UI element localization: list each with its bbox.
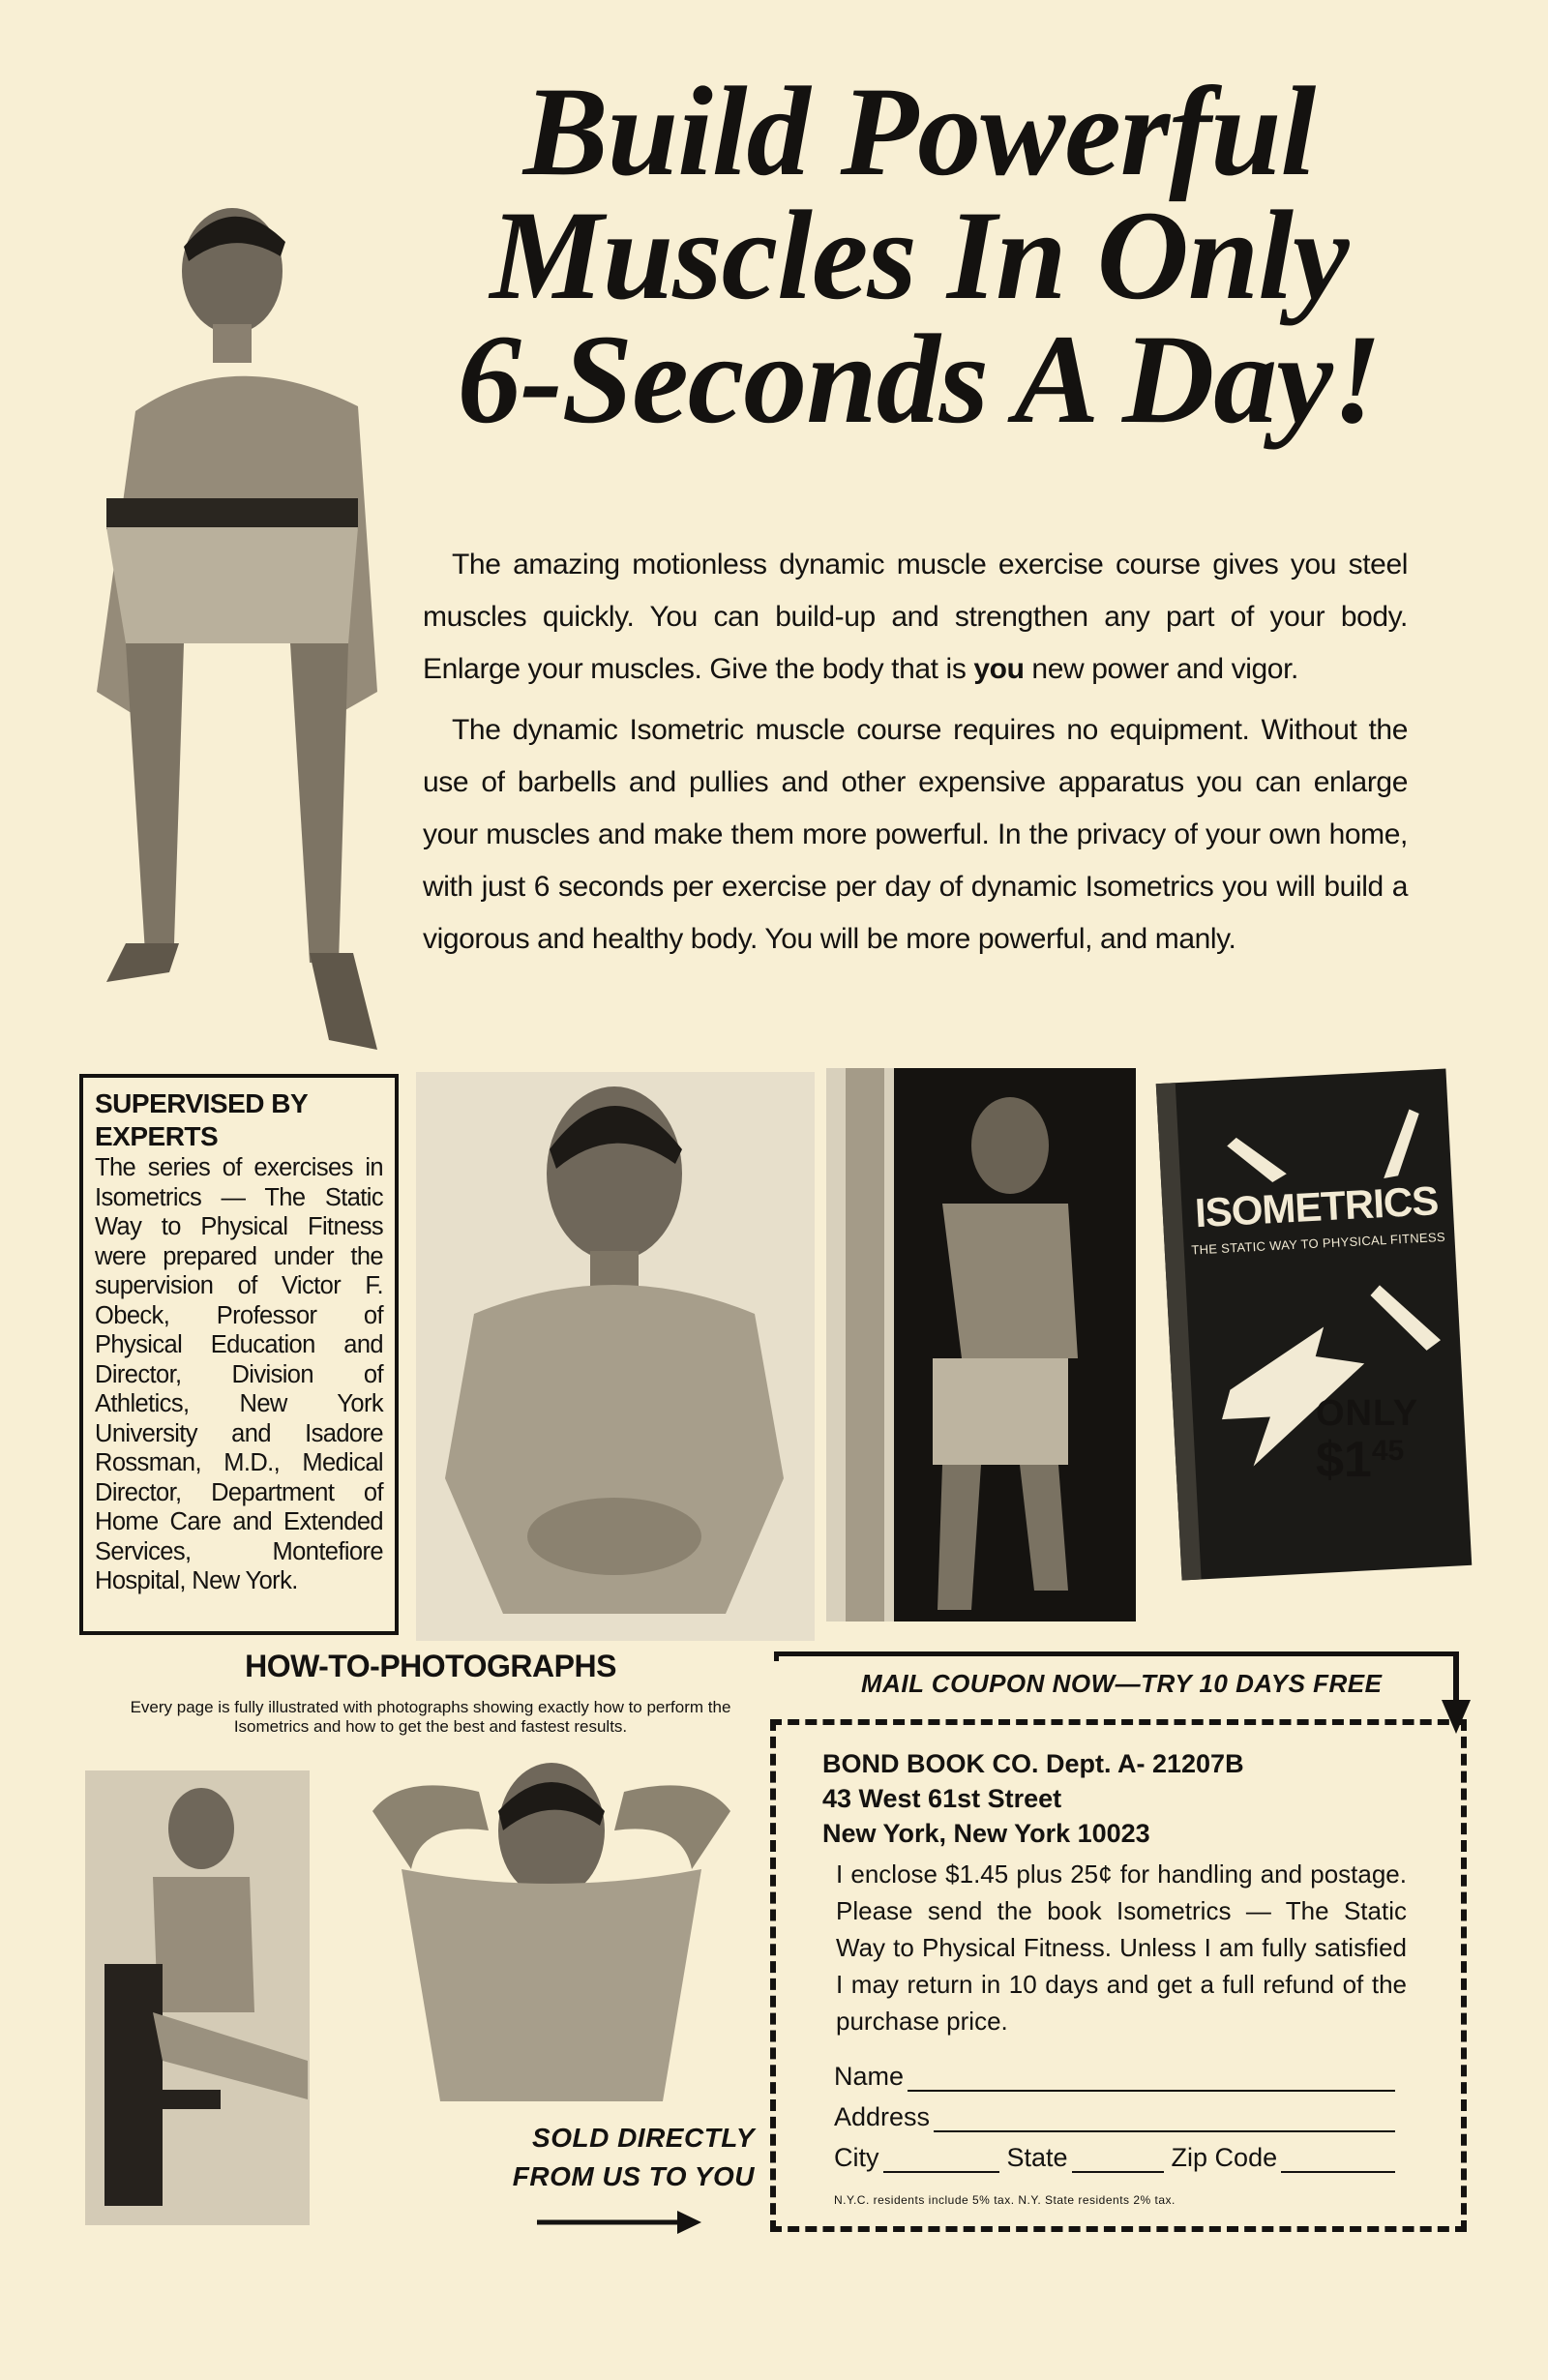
price-only: ONLY <box>1316 1393 1419 1434</box>
city-state-zip-field[interactable] <box>834 2143 1395 2173</box>
sold-directly-text <box>484 2119 755 2196</box>
headline-line: Build Powerful <box>522 60 1316 202</box>
sold-line: SOLD DIRECTLY <box>532 2123 755 2153</box>
city-label: City <box>834 2143 879 2172</box>
company-name: BOND BOOK CO. Dept. A- 21207B <box>822 1749 1244 1778</box>
howto-text: Every page is fully illustrated with photographs showing exactly how to perform the Isometrics and how to get the best and fastest results. <box>130 1698 731 1736</box>
order-coupon <box>770 1719 1467 2232</box>
doorway-figure <box>826 1068 1136 1621</box>
book-title: ISOMETRICS <box>1193 1177 1440 1236</box>
photo-seated <box>85 1770 310 2225</box>
address-label: Address <box>834 2102 931 2131</box>
company-street: 43 West 61st Street <box>822 1784 1062 1813</box>
company-address <box>822 1746 1244 1851</box>
city-line[interactable] <box>883 2150 999 2173</box>
arrow-icons <box>1176 1069 1473 1580</box>
price-tag <box>1316 1393 1418 1489</box>
book-subtitle: THE STATIC WAY TO PHYSICAL FITNESS <box>1191 1229 1446 1258</box>
intro-paragraph <box>423 539 1408 696</box>
intro-text: new power and vigor. <box>1024 653 1298 685</box>
headline <box>377 60 1461 450</box>
sold-line: FROM US TO YOU <box>512 2161 755 2191</box>
price-dollars: $1 <box>1316 1432 1372 1488</box>
photo-doorway <box>826 1068 1136 1621</box>
name-line[interactable] <box>908 2068 1395 2092</box>
state-line[interactable] <box>1072 2150 1164 2173</box>
name-field[interactable] <box>834 2062 1395 2092</box>
man-bending-figure <box>68 189 397 1050</box>
intro-emphasis: you <box>973 653 1025 685</box>
price-cents: 45 <box>1371 1435 1405 1467</box>
address-field[interactable] <box>834 2102 1395 2132</box>
name-label: Name <box>834 2062 905 2091</box>
experts-box <box>79 1074 399 1635</box>
seated-figure <box>85 1770 310 2225</box>
zip-line[interactable] <box>1281 2150 1395 2173</box>
coupon-header-label: MAIL COUPON NOW—TRY 10 DAYS FREE <box>861 1669 1383 1698</box>
experts-text: The series of exercises in Isometrics — The Static Way to Physical Fitness were prepared under the supervision of Victor F. Obeck, Professor of Physical Education and Director, Division of Athletics, New York University and Isadore Rossman, M.D., Medical Director, Department of Home Care and Extended Services, Montefiore Hospital, New York. <box>95 1154 383 1594</box>
experts-title: SUPERVISED BY EXPERTS <box>95 1088 308 1151</box>
intro-text: The amazing motionless dynamic muscle exercise course gives you steel muscles quickly. You can build-up and strengthen any part of your body. Enlarge your muscles. Give the body that is <box>423 549 1408 685</box>
howto-title: HOW-TO-PHOTOGRAPHS <box>245 1649 616 1683</box>
zip-label: Zip Code <box>1171 2143 1278 2172</box>
intro-paragraph-2 <box>423 704 1408 966</box>
tax-note: N.Y.C. residents include 5% tax. N.Y. State residents 2% tax. <box>834 2193 1176 2207</box>
headline-line: Muscles In Only <box>490 184 1349 326</box>
coupon-header <box>774 1651 1451 1700</box>
intro-text: The dynamic Isometric muscle course requires no equipment. Without the use of barbells and pullies and other expensive apparatus you can enlarge your muscles and make them more powerful. In the privacy of your own home, with just 6 seconds per exercise per day of dynamic Isometrics you will build a vigorous and healthy body. You will be more powerful, and manly. <box>423 714 1408 955</box>
address-line[interactable] <box>934 2109 1395 2132</box>
price-amount <box>1316 1431 1418 1489</box>
arms-behind-head-figure <box>343 1753 759 2111</box>
flexing-figure <box>416 1072 815 1641</box>
right-arrow-icon <box>537 2208 701 2237</box>
company-city: New York, New York 10023 <box>822 1819 1150 1848</box>
photo-flexing <box>416 1072 815 1641</box>
book-cover <box>1156 1069 1472 1581</box>
coupon-message: I enclose $1.45 plus 25¢ for handling and postage. Please send the book Isometrics — The Static Way to Physical Fitness. Unless I am fully satisfied I may return in 10 days and get a full refund of the purchase price. <box>836 1859 1407 2036</box>
photo-man-bending <box>68 189 397 1050</box>
headline-line: 6-Seconds A Day! <box>457 308 1382 450</box>
photo-arms-behind-head <box>343 1753 759 2111</box>
state-label: State <box>1006 2143 1068 2172</box>
